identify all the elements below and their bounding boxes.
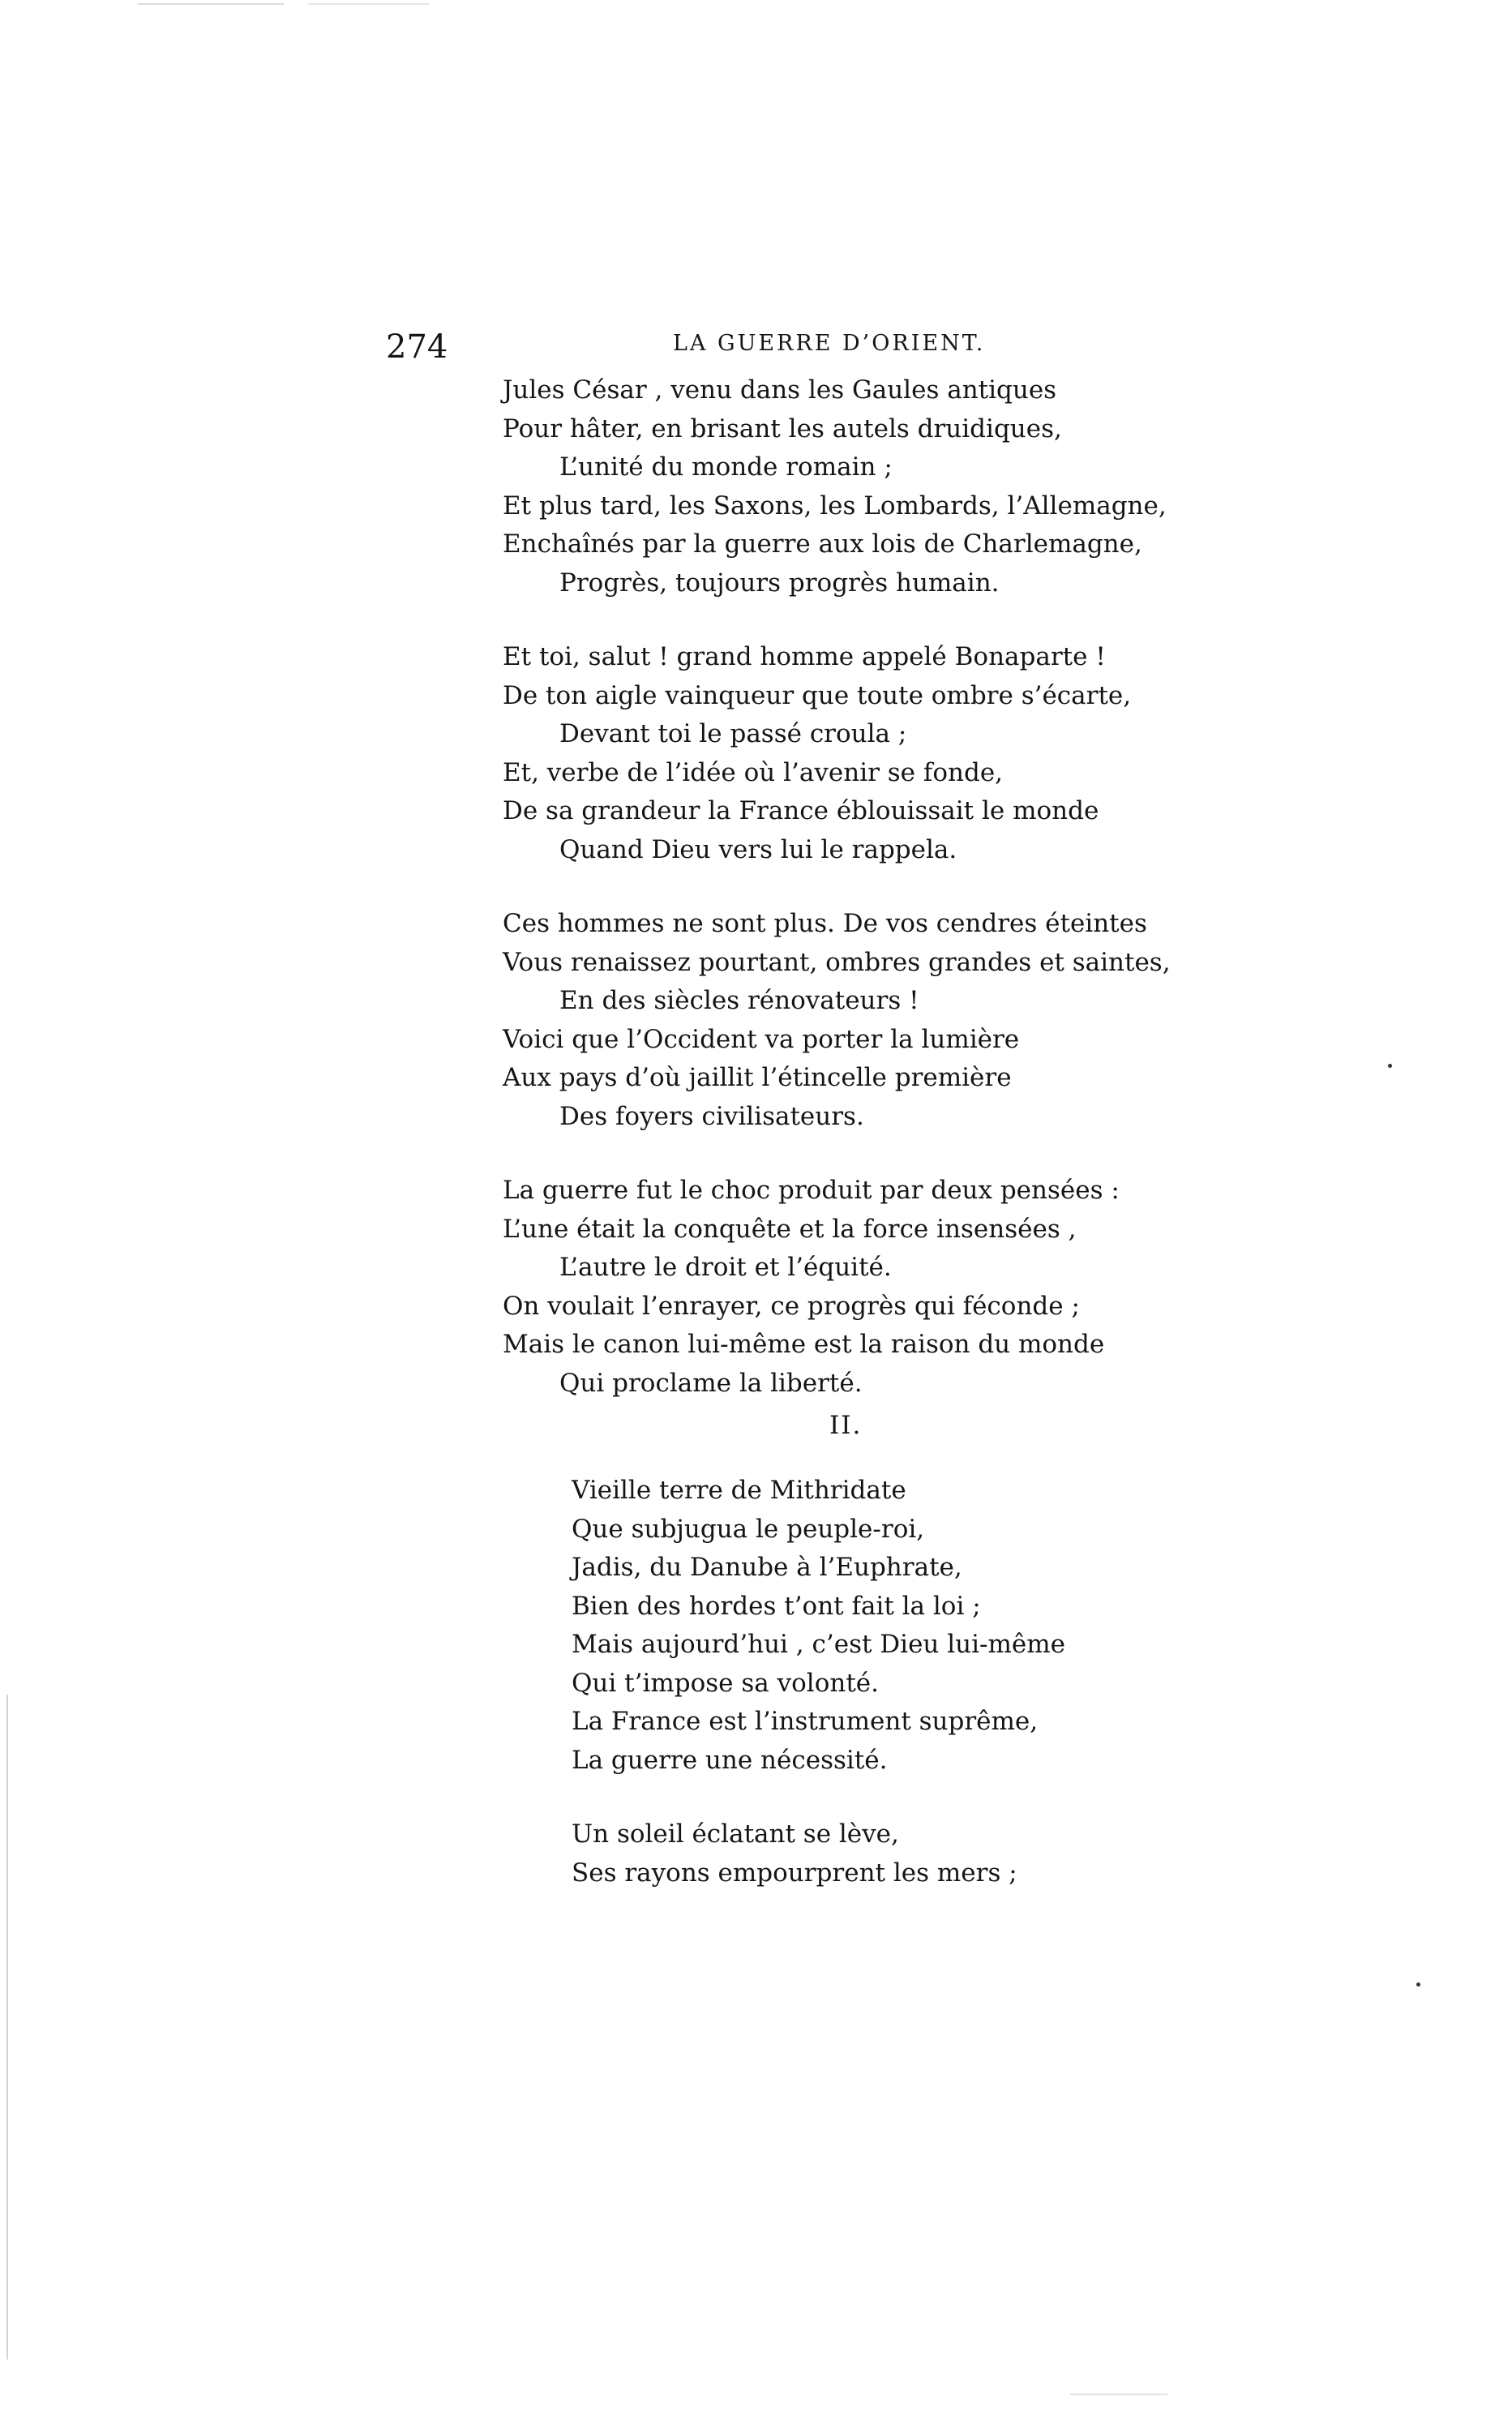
scan-mark-bottom [1070,2394,1167,2395]
verse-line: Qui t’impose sa volonté. [572,1668,880,1698]
verse-line: Des foyers civilisateurs. [559,1101,864,1131]
verse-line: Enchaînés par la guerre aux lois de Charlemagne, [503,529,1142,559]
verse-line: Et toi, salut ! grand homme appelé Bonaparte ! [503,642,1106,671]
verse-line: Bien des hordes t’ont fait la loi ; [572,1591,981,1621]
running-title: LA GUERRE D’ORIENT. [673,331,986,356]
verse-line: Et, verbe de l’idée où l’avenir se fonde, [503,757,1004,787]
verse-line: Que subjugua le peuple-roi, [572,1514,925,1544]
verse-line: Mais le canon lui-même est la raison du monde [503,1330,1105,1359]
verse-line: De ton aigle vainqueur que toute ombre s’écarte, [503,680,1132,710]
verse-line: Devant toi le passé croula ; [559,719,907,748]
verse-line: Qui proclame la liberté. [559,1368,863,1398]
stanza-2 [503,638,1411,869]
verse-line: L’une était la conquête et la force insensées , [503,1214,1077,1244]
verse-line: En des siècles rénovateurs ! [559,986,919,1015]
verse-line: Quand Dieu vers lui le rappela. [559,834,957,864]
stanza-4 [503,1172,1411,1403]
verse-line: Voici que l’Occident va porter la lumière [503,1024,1020,1054]
verse-line: De sa grandeur la France éblouissait le monde [503,796,1099,825]
verse-line: Pour hâter, en brisant les autels druidiques, [503,414,1062,444]
stanza-3 [503,905,1411,1136]
verse-line: La guerre fut le choc produit par deux pensées : [503,1176,1120,1205]
stanza-6 [572,1815,1301,1892]
verse-line: Un soleil éclatant se lève, [572,1819,899,1849]
scan-mark-top-right [308,3,430,5]
part-two-verses [572,1472,1301,1928]
verse-line: Mais aujourd’hui , c’est Dieu lui-même [572,1630,1065,1659]
verse-line: Jules César , venu dans les Gaules antiques [503,375,1057,405]
scan-mark-top [138,3,284,5]
verse-line: Jadis, du Danube à l’Euphrate, [572,1553,962,1582]
verse-line: On voulait l’enrayer, ce progrès qui féconde ; [503,1291,1080,1321]
scan-dot-2 [1416,1982,1420,1987]
stanza-1 [503,371,1411,602]
verse-line: Et plus tard, les Saxons, les Lombards, l’Allemagne, [503,491,1167,521]
verse-line: Vous renaissez pourtant, ombres grandes et saintes, [503,947,1171,977]
verse-line: La guerre une nécessité. [572,1745,888,1775]
verse-line: Progrès, toujours progrès humain. [559,568,1000,598]
stanza-5 [572,1472,1301,1780]
verse-line: L’unité du monde romain ; [559,452,893,482]
verse-line: Ses rayons empourprent les mers ; [572,1858,1017,1888]
verse-line: La France est l’instrument suprême, [572,1707,1039,1736]
verse-line: Vieille terre de Mithridate [572,1476,906,1505]
verse-line: Aux pays d’où jaillit l’étincelle première [503,1063,1012,1092]
verse-line: Ces hommes ne sont plus. De vos cendres éteintes [503,909,1147,938]
section-numeral: II. [829,1411,863,1440]
part-one-verses [503,371,1411,1438]
verse-line: L’autre le droit et l’équité. [559,1253,892,1282]
page-number: 274 [386,328,448,366]
scan-margin-rule [6,1695,8,2359]
